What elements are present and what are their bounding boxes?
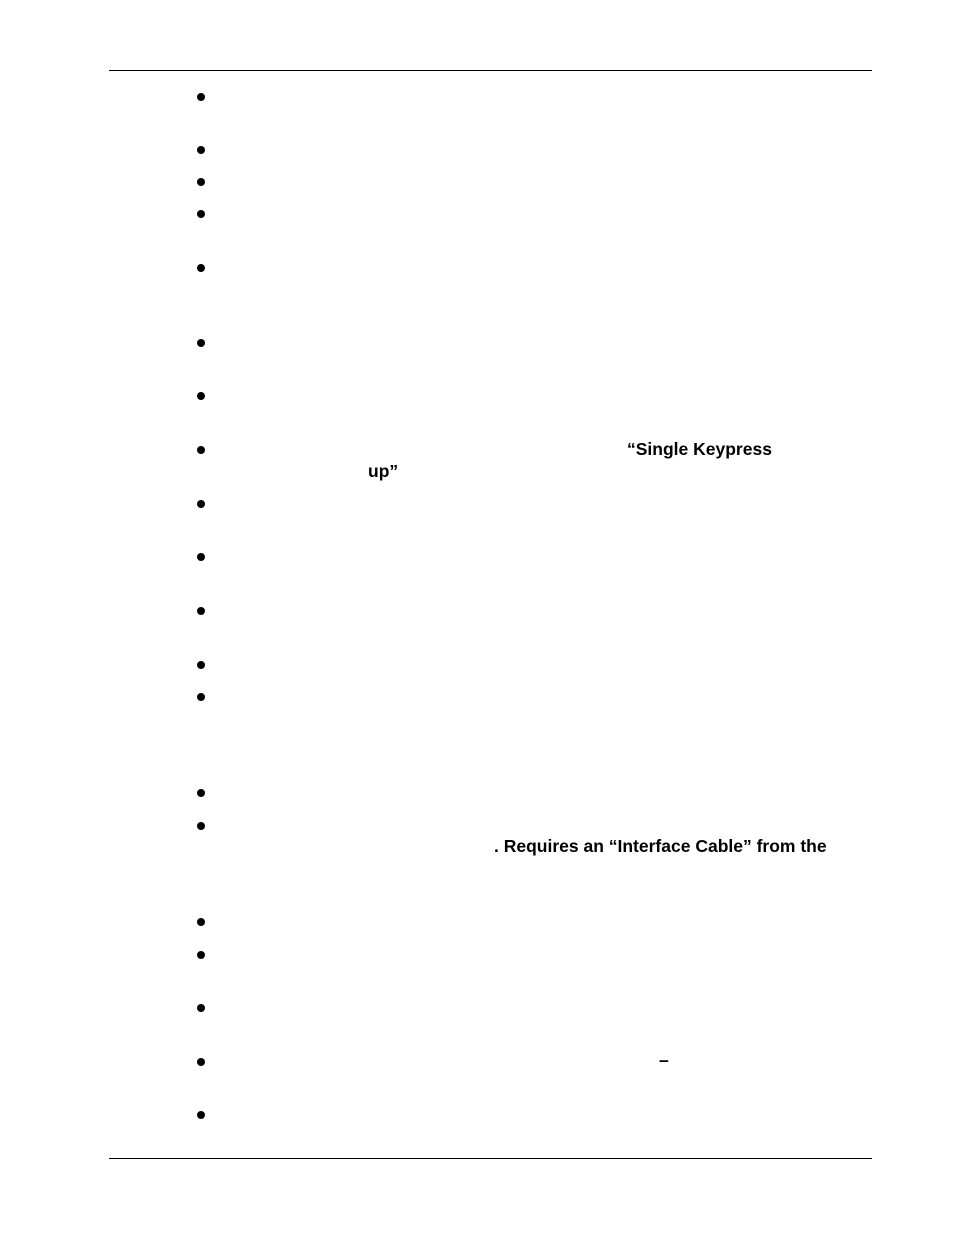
list-bullet: [197, 789, 205, 797]
footer-rule: [109, 1158, 872, 1159]
text-fragment-up: up”: [368, 461, 399, 481]
list-bullet: [197, 339, 205, 347]
list-bullet: [197, 693, 205, 701]
list-bullet: [197, 951, 205, 959]
list-bullet: [197, 392, 205, 400]
list-bullet: [197, 146, 205, 154]
text-fragment-dash: –: [659, 1050, 669, 1070]
list-bullet: [197, 607, 205, 615]
list-bullet: [197, 1111, 205, 1119]
list-bullet: [197, 918, 205, 926]
list-bullet: [197, 210, 205, 218]
list-bullet: [197, 446, 205, 454]
list-bullet: [197, 822, 205, 830]
list-bullet: [197, 178, 205, 186]
list-bullet: [197, 661, 205, 669]
list-bullet: [197, 553, 205, 561]
list-bullet: [197, 500, 205, 508]
text-fragment-interface-cable: . Requires an “Interface Cable” from the: [494, 836, 827, 856]
header-rule: [109, 70, 872, 71]
list-bullet: [197, 1058, 205, 1066]
text-fragment-single-keypress: “Single Keypress: [627, 439, 772, 459]
list-bullet: [197, 264, 205, 272]
list-bullet: [197, 1004, 205, 1012]
list-bullet: [197, 93, 205, 101]
